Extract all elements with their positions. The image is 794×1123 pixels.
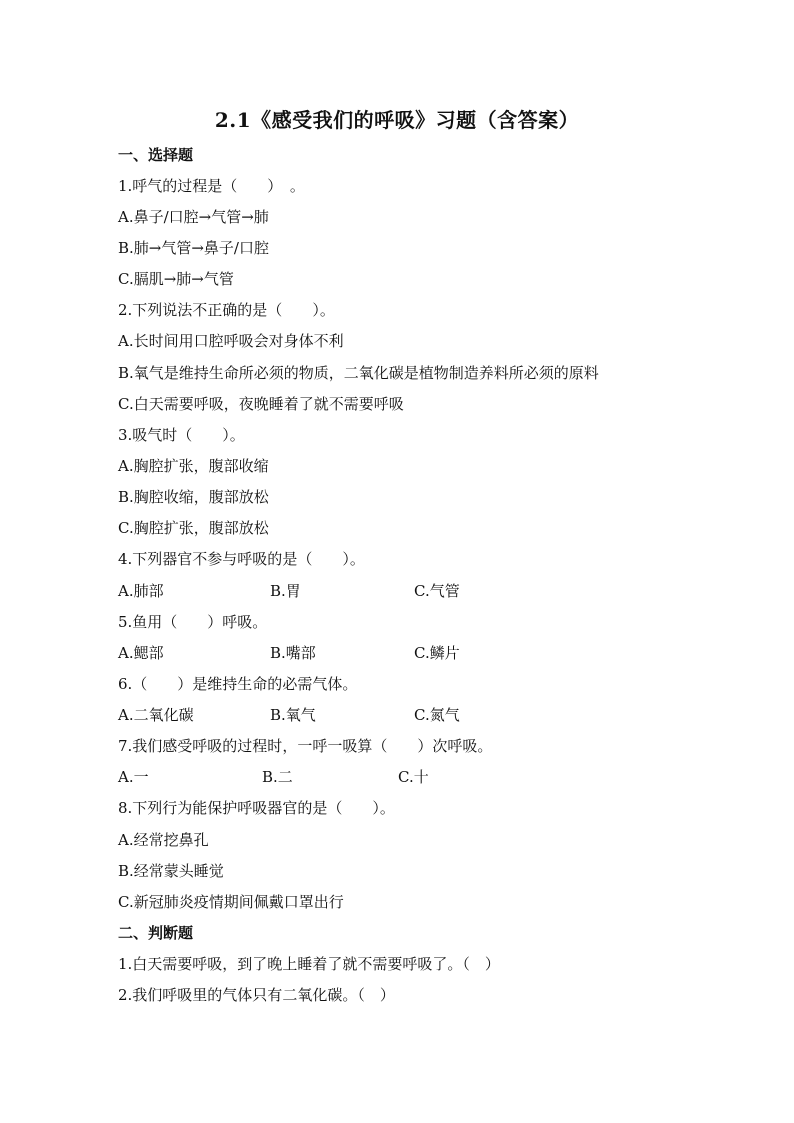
question-7-option-b: B.二 (262, 768, 293, 786)
question-5-option-c: C.鳞片 (414, 644, 460, 662)
question-1-option-b: B.肺→气管→鼻子/口腔 (118, 239, 269, 257)
page-title: 2.1《感受我们的呼吸》习题（含答案） (214, 108, 580, 132)
question-4-stem: 4.下列器官不参与呼吸的是（ ）。 (118, 550, 365, 568)
judgement-1: 1.白天需要呼吸，到了晚上睡着了就不需要呼吸了。（ ） (118, 955, 500, 973)
question-7-option-a: A.一 (118, 768, 149, 786)
question-7-stem: 7.我们感受呼吸的过程时，一呼一吸算（ ）次呼吸。 (118, 737, 493, 755)
question-2-option-b: B.氧气是维持生命所必须的物质，二氧化碳是植物制造养料所必须的原料 (118, 364, 599, 382)
question-6-option-b: B.氧气 (270, 706, 316, 724)
question-8-option-b: B.经常蒙头睡觉 (118, 862, 224, 880)
question-5-option-a: A.鳃部 (118, 644, 164, 662)
judgement-2: 2.我们呼吸里的气体只有二氧化碳。（ ） (118, 986, 395, 1004)
question-6-option-c: C.氮气 (414, 706, 460, 724)
question-4-option-c: C.气管 (414, 582, 460, 600)
question-2-stem: 2.下列说法不正确的是（ ）。 (118, 301, 335, 319)
question-8-stem: 8.下列行为能保护呼吸器官的是（ ）。 (118, 799, 395, 817)
question-7-option-c: C.十 (398, 768, 429, 786)
question-1-option-a: A.鼻子/口腔→气管→肺 (118, 208, 269, 226)
question-2-option-a: A.长时间用口腔呼吸会对身体不利 (118, 332, 344, 350)
question-4-option-b: B.胃 (270, 582, 301, 600)
question-6-option-a: A.二氧化碳 (118, 706, 194, 724)
question-6-stem: 6.（ ）是维持生命的必需气体。 (118, 675, 358, 693)
question-2-option-c: C.白天需要呼吸，夜晚睡着了就不需要呼吸 (118, 395, 404, 413)
question-3-option-a: A.胸腔扩张，腹部收缩 (118, 457, 269, 475)
question-1-option-c: C.膈肌→肺→气管 (118, 270, 234, 288)
question-3-stem: 3.吸气时（ ）。 (118, 426, 245, 444)
question-5-option-b: B.嘴部 (270, 644, 316, 662)
question-1-stem: 1.呼气的过程是（ ） 。 (118, 177, 305, 195)
question-8-option-c: C.新冠肺炎疫情期间佩戴口罩出行 (118, 893, 344, 911)
question-3-option-b: B.胸腔收缩，腹部放松 (118, 488, 269, 506)
section-heading-choice: 一、选择题 (118, 146, 194, 164)
question-3-option-c: C.胸腔扩张，腹部放松 (118, 519, 269, 537)
question-4-option-a: A.肺部 (118, 582, 164, 600)
question-8-option-a: A.经常挖鼻孔 (118, 831, 209, 849)
section-heading-judgement: 二、判断题 (118, 924, 194, 942)
question-5-stem: 5.鱼用（ ）呼吸。 (118, 613, 268, 631)
